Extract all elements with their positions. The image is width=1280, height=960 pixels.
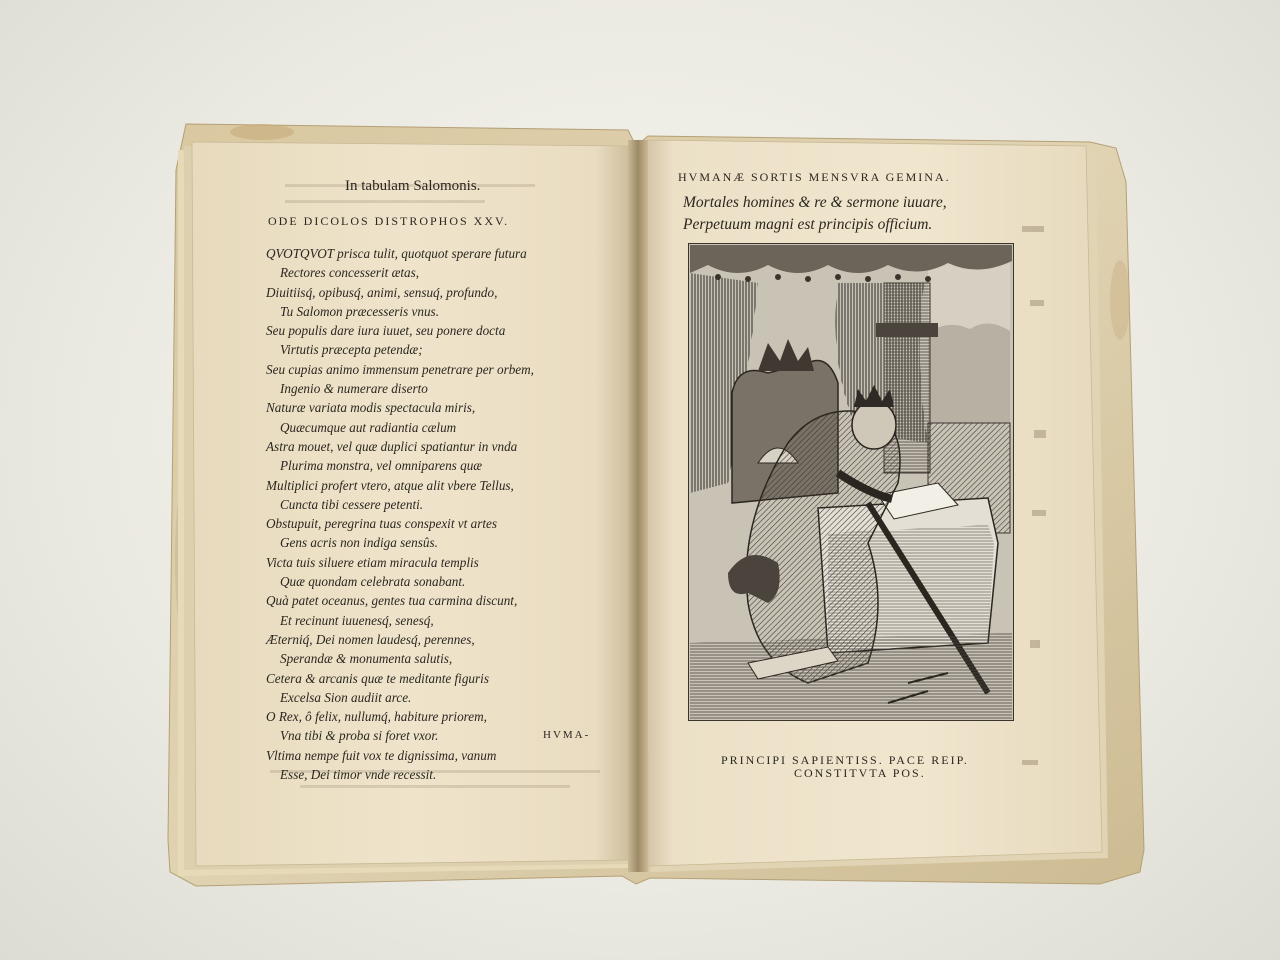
verse-line: O Rex, ô felix, nullumq́, habiture priorem, (266, 709, 487, 725)
verse-line: Cuncta tibi cessere petenti. (280, 496, 424, 512)
verse-line: Diuitiisq́, opibusq́, animi, sensuq́, profundo, (266, 284, 498, 300)
verse-line: Astra mouet, vel quæ duplici spatiantur in vnda (266, 438, 518, 454)
verse-line: Plurima monstra, vel omniparens quæ (280, 458, 483, 474)
left-page-title: In tabulam Salomonis. (345, 178, 481, 194)
engraving-king-solomon (688, 243, 1014, 721)
engraving-clouds (928, 323, 1010, 423)
cover-stain (230, 124, 294, 140)
verse-line: Quà patet oceanus, gentes tua carmina discunt, (266, 593, 518, 609)
engraving-column-capital (876, 323, 938, 337)
verse-line: Quæcumque aut radiantia cælum (280, 419, 457, 435)
verse-line: Seu populis dare iura iuuet, seu ponere docta (266, 323, 506, 339)
right-page-heading: HVMANÆ SORTIS MENSVRA GEMINA. (678, 170, 951, 184)
verse-line: Obstupuit, peregrina tuas conspexit vt artes (266, 516, 497, 532)
verse-line: Virtutis præcepta petendæ; (280, 342, 423, 358)
verse-line: Tu Salomon præcesseris vnus. (280, 303, 439, 319)
left-page-subtitle: ODE DICOLOS DISTROPHOS XXV. (268, 214, 510, 228)
verse-line: Vna tibi & proba si foret vxor. (280, 728, 439, 744)
verse-line: Naturæ variata modis spectacula miris, (266, 400, 476, 416)
verse-line: Seu cupias animo immensum penetrare per orbem, (266, 361, 534, 377)
motto-line-1: Mortales homines & re & sermone iuuare, (683, 194, 947, 211)
caption-line-2: CONSTITVTA POS. (794, 766, 926, 780)
verse-line: Victa tuis siluere etiam miracula templis (266, 554, 479, 570)
caption-line-1: PRINCIPI SAPIENTISS. PACE REIP. (721, 753, 969, 767)
verse-line: Ingenio & numerare diserto (280, 381, 428, 397)
verse-line: Gens acris non indiga sensûs. (280, 535, 438, 551)
verse-line: Quæ quondam celebrata sonabant. (280, 574, 466, 590)
engraving-king-head (852, 401, 896, 449)
verse-block (266, 244, 534, 784)
verse-line: Sperandæ & monumenta salutis, (280, 651, 453, 667)
verse-line: Cetera & arcanis quæ te meditante figuris (266, 670, 489, 686)
verse-line: Vltima nempe fuit vox te dignissima, vanum (266, 747, 497, 763)
verse-line: Multiplici profert vtero, atque alit vbere Tellus, (266, 477, 514, 493)
verse-line: Rectores concesserit ætas, (280, 265, 420, 281)
verse-line: QVOTQVOT prisca tulit, quotquot sperare futura (266, 246, 527, 261)
gutter (628, 140, 648, 872)
engraving-floor (690, 633, 1012, 719)
verse-line: Excelsa Sion audiit arce. (280, 689, 412, 705)
verse-line: Et recinunt iuuenesq́, senesq́, (280, 612, 434, 628)
catchword: HVMA- (543, 729, 591, 741)
cover-stain (1110, 260, 1130, 340)
verse-line: Esse, Dei timor vnde recessit. (280, 767, 437, 783)
motto-line-2: Perpetuum magni est principis officium. (683, 216, 933, 233)
verse-line: Æterniq́, Dei nomen laudesq́, perennes, (266, 631, 475, 647)
